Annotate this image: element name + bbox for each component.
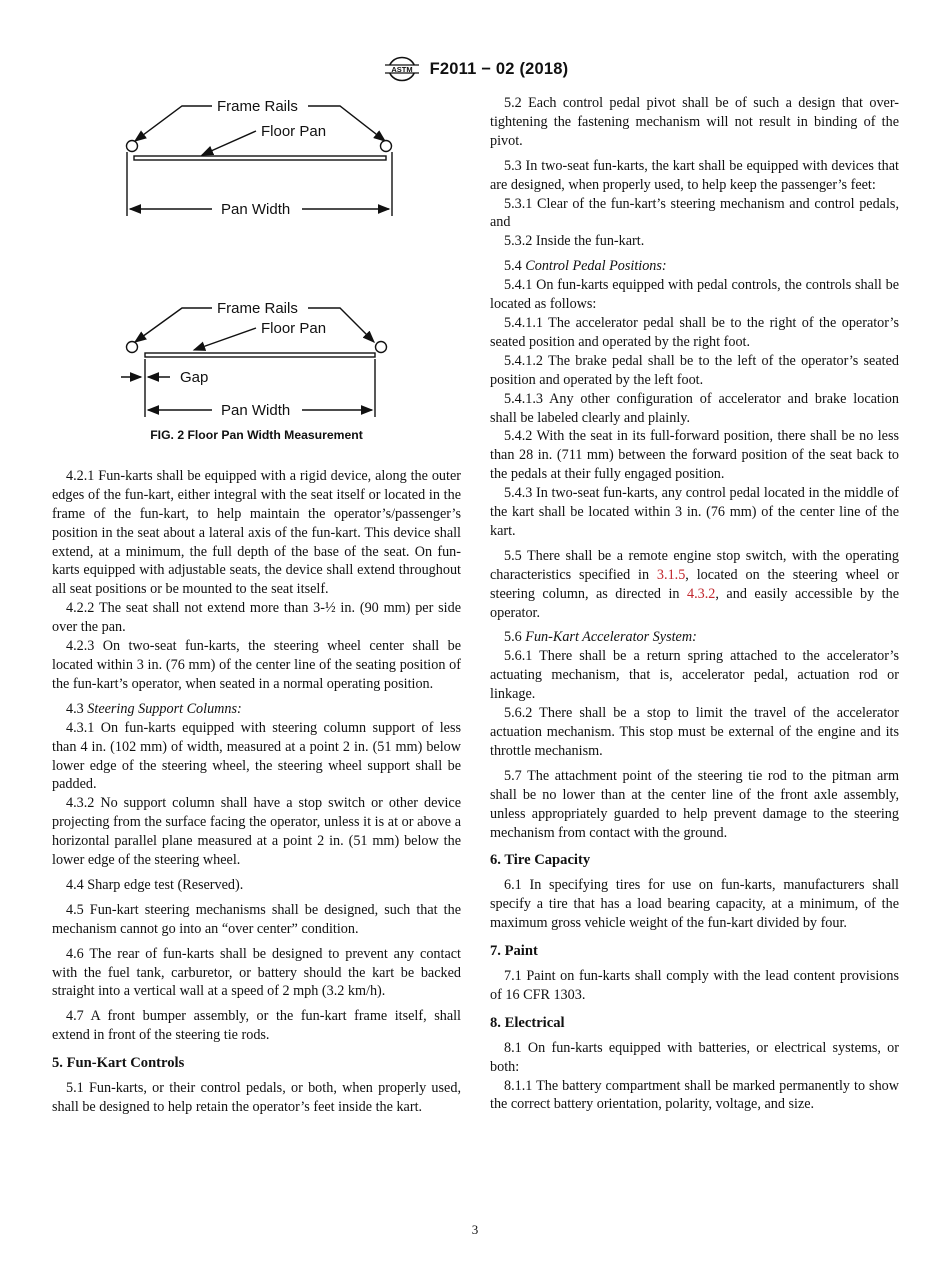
para-5-3-1: 5.3.1 Clear of the fun-kart’s steering mechanism and control pedals, and <box>490 195 899 231</box>
para-4-2-1: 4.2.1 Fun-karts shall be equipped with a rigid device, along the outer edges of the fun-kart, either integral with the seat itself or located in the frame of the fun-kart, to help maintain the operator’s/passenger’s position in the seat about a lateral axis of the fun-kart. This device shall extend, at a minimum, the full depth of the base of the seat. On fun-karts equipped with adjustable seats, the device shall extend throughout all seat positions or be mounted to the seat itself. <box>52 467 461 598</box>
para-5-7: 5.7 The attachment point of the steering tie rod to the pitman arm shall be no lower than at the center line of the front axle assembly, unless appropriately guarded to help prevent damage to the steering mechanism from contact with the ground. <box>490 767 899 841</box>
para-8-1-1: 8.1.1 The battery compartment shall be marked permanently to show the correct battery orientation, polarity, voltage, and size. <box>490 1077 899 1113</box>
figure-caption: FIG. 2 Floor Pan Width Measurement <box>150 428 363 442</box>
link-3-1-5[interactable]: 3.1.5 <box>656 566 686 583</box>
para-5-2: 5.2 Each control pedal pivot shall be of such a design that over-tightening the fastening mechanism will not result in binding of the pivot. <box>490 95 899 149</box>
para-5-4-1-2: 5.4.1.2 The brake pedal shall be to the left of the operator’s seated position and operated by the left foot. <box>490 352 899 388</box>
page-number: 3 <box>471 1222 479 1237</box>
para-4-7: 4.7 A front bumper assembly, or the fun-kart frame itself, shall extend in front of the steering tie rods. <box>52 1008 461 1044</box>
astm-logo-icon <box>382 56 422 82</box>
para-5-3: 5.3 In two-seat fun-karts, the kart shall be equipped with devices that are designed, when properly used, to help keep the passenger’s feet: <box>490 157 899 193</box>
page-header <box>0 56 950 82</box>
para-5-5-text-c: , and easily accessible by the operator. <box>490 585 899 621</box>
figure-floor-pan-width <box>52 94 461 445</box>
label-pan-width-top: Pan Width <box>221 201 291 218</box>
para-8-1: 8.1 On fun-karts equipped with batteries, or electrical systems, or both: <box>490 1039 899 1075</box>
para-5-4-title: Control Pedal Positions: <box>525 258 667 275</box>
para-5-4-num: 5.4 <box>504 258 522 275</box>
para-4-6: 4.6 The rear of fun-karts shall be designed to prevent any contact with the fuel tank, carburetor, or battery should the kart be backed straight into a vertical wall at a speed of 2 mph (3.2 km/h). <box>52 945 461 1000</box>
para-5-4 <box>490 257 899 276</box>
para-5-6-1: 5.6.1 There shall be a return spring attached to the accelerator’s actuating mechanism, that is, accelerator pedal, actuation rod or linkage. <box>490 648 899 703</box>
label-frame-rails-top: Frame Rails <box>217 98 298 115</box>
para-5-3-2: 5.3.2 Inside the fun-kart. <box>504 233 645 250</box>
para-5-4-1: 5.4.1 On fun-karts equipped with pedal controls, the controls shall be located as follows: <box>490 277 899 313</box>
para-4-3 <box>52 700 461 719</box>
left-column <box>52 94 461 1117</box>
para-5-4-2: 5.4.2 With the seat in its full-forward position, there shall be no less than 28 in. (711 mm) between the forward position of the seat back to the pedals at their fully engaged position. <box>490 428 899 483</box>
section-heading-8: 8. Electrical <box>490 1014 565 1031</box>
para-4-5: 4.5 Fun-kart steering mechanisms shall be designed, such that the mechanism cannot go into an “over center” condition. <box>52 901 461 937</box>
para-4-3-2: 4.3.2 No support column shall have a stop switch or other device projecting from the surface facing the operator, unless it is at or above a horizontal parallel plane measured at a point 2 in. (51 mm) below the lower edge of the steering wheel. <box>52 795 461 869</box>
para-4-2-3: 4.2.3 On two-seat fun-karts, the steering wheel center shall be located within 3 in. (76 mm) of the center line of the seating position of the fun-kart’s operator, when seated in a normal operating position. <box>52 638 461 692</box>
section-heading-5: 5. Fun-Kart Controls <box>52 1055 185 1072</box>
logo-text: ASTM <box>391 65 413 74</box>
para-5-4-1-3: 5.4.1.3 Any other configuration of accelerator and brake location shall be labeled clearly and plainly. <box>490 390 899 426</box>
label-gap: Gap <box>180 369 209 386</box>
document-id: F2011 − 02 (2018) <box>429 59 569 78</box>
diagram-top <box>127 98 393 218</box>
para-4-3-title: Steering Support Columns: <box>87 700 242 717</box>
right-column <box>490 94 899 1114</box>
para-6-1: 6.1 In specifying tires for use on fun-karts, manufacturers shall specify a tire that has a load bearing capacity, at a minimum, of the maximum gross vehicle weight of the fun-kart divided by four. <box>490 877 899 932</box>
para-5-5 <box>490 547 899 623</box>
para-4-3-1: 4.3.1 On fun-karts equipped with steering column support of less than 4 in. (102 mm) of width, measured at a point 2 in. (51 mm) below lower edge of the steering wheel, the steering wheel support shall be padded. <box>52 719 461 793</box>
para-7-1: 7.1 Paint on fun-karts shall comply with the lead content provisions of 16 CFR 1303. <box>490 967 899 1003</box>
label-floor-pan-top: Floor Pan <box>261 123 327 140</box>
floor-pan-diagram <box>52 94 461 424</box>
para-4-3-num: 4.3 <box>66 700 84 717</box>
para-4-4: 4.4 Sharp edge test (Reserved). <box>66 876 244 893</box>
para-5-6 <box>490 628 899 647</box>
link-4-3-2[interactable]: 4.3.2 <box>687 585 716 602</box>
section-heading-6: 6. Tire Capacity <box>490 852 591 869</box>
para-5-5-text-b: , located on the steering wheel or steering column, as directed in <box>490 566 899 602</box>
label-floor-pan-bottom: Floor Pan <box>261 320 327 337</box>
para-5-4-1-1: 5.4.1.1 The accelerator pedal shall be to the right of the operator’s seated position and operated by the right foot. <box>490 314 899 350</box>
para-5-5-text-a: 5.5 There shall be a remote engine stop switch, with the operating characteristics specified in <box>490 547 899 583</box>
diagram-bottom <box>121 300 387 419</box>
label-pan-width-bottom: Pan Width <box>221 402 291 419</box>
para-4-2-2: 4.2.2 The seat shall not extend more than 3-½ in. (90 mm) per side over the pan. <box>52 600 461 636</box>
section-heading-7: 7. Paint <box>490 943 538 960</box>
para-5-1: 5.1 Fun-karts, or their control pedals, or both, when properly used, shall be designed to help retain the operator’s feet inside the kart. <box>52 1080 461 1115</box>
para-5-6-title: Fun-Kart Accelerator System: <box>525 629 697 646</box>
para-5-6-2: 5.6.2 There shall be a stop to limit the travel of the accelerator actuation mechanism. This stop must be external of the engine and its throttle mechanism. <box>490 705 899 759</box>
para-5-4-3: 5.4.3 In two-seat fun-karts, any control pedal located in the middle of the kart shall be located within 3 in. (76 mm) of the center line of the kart. <box>490 485 899 539</box>
label-frame-rails-bottom: Frame Rails <box>217 300 298 317</box>
para-5-6-num: 5.6 <box>504 629 522 646</box>
